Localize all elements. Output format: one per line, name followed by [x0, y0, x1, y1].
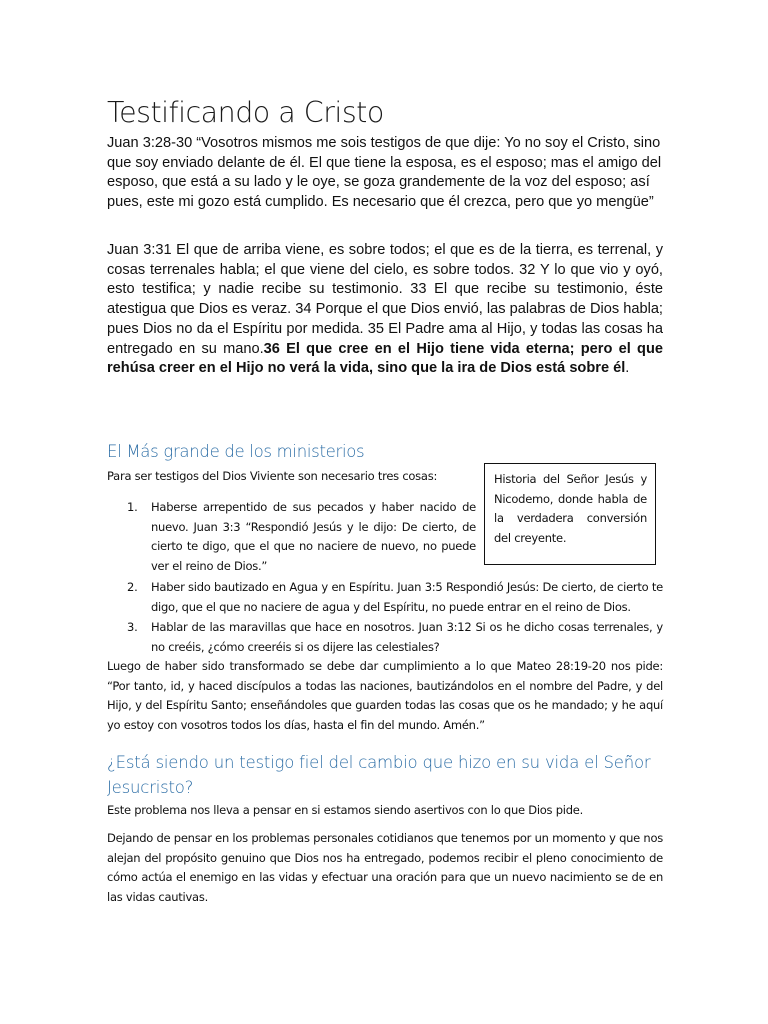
- paragraph-juan-3-31: [107, 241, 663, 379]
- paragraph-juan-3-28: Juan 3:28-30 “Vosotros mismos me sois testigos de que dije: Yo no soy el Cristo, sino que soy enviado delante de él. El que tiene la esposa, es el esposo; mas el amigo del esposo, que está a su lado y le oye, se goza grandemente de la voz del esposo; así pues, este mi gozo está cumplido. Es necesario que él crezca, pero que yo mengüe”: [107, 135, 662, 211]
- list-number: 1.: [127, 500, 138, 514]
- intro-text: Para ser testigos del Dios Viviente son necesario tres cosas:: [107, 469, 438, 483]
- list-item-text: Haberse arrepentido de sus pecados y haber nacido de nuevo. Juan 3:3 “Respondió Jesús y le dijo: De cierto, de cierto te digo, que el que no naciere de nuevo, no puede ver el reino de Dios.”: [151, 500, 476, 574]
- paragraph-bold-text: 36 El que cree en el Hijo tiene vida eterna; pero el que rehúsa creer en el Hijo no verá la vida, sino que la ira de Dios está sobre él: [107, 340, 663, 377]
- section-heading-testigo-fiel: ¿Está siendo un testigo fiel del cambio que hizo en su vida el Señor Jesucristo?: [107, 753, 651, 797]
- list-item: [107, 498, 476, 577]
- list-item: [107, 578, 663, 617]
- requirements-list: [107, 498, 663, 659]
- paragraph-normal-text: Juan 3:31 El que de arriba viene, es sobre todos; el que es de la tierra, es terrenal, y cosas terrenales habla; el que viene del cielo, es sobre todos. 32 Y lo que vio y oyó, esto testifica; y nadie recibe su testimonio. 33 El que recibe su testimonio, éste atestigua que Dios es veraz. 34 Porque el que Dios envió, las palabras de Dios habla; pues Dios no da el Espíritu por medida. 35 El Padre ama al Hijo, y todas las cosas ha entregado en su mano.: [107, 242, 663, 357]
- page-title: Testificando a Cristo: [107, 96, 384, 129]
- paragraph-dejando: Dejando de pensar en los problemas personales cotidianos que tenemos por un momento y que nos alejan del propósito genuino que Dios nos ha entregado, podemos recibir el pleno conocimiento de cómo actúa el enemigo en las vidas y efectuar una oración para que un nuevo nacimiento se de en las vidas cautivas.: [107, 831, 663, 905]
- paragraph-mateo: Luego de haber sido transformado se debe dar cumplimiento a lo que Mateo 28:19-20 nos pide: “Por tanto, id, y haced discípulos a todas las naciones, bautizándolos en el nombre del Padre, y del Hijo, y del Espíritu Santo; enseñándoles que guarden todas las cosas que os he mandado; y he aquí yo estoy con vosotros todos los días, hasta el fin del mundo. Amén.”: [107, 659, 663, 733]
- side-note-box: Historia del Señor Jesús y Nicodemo, donde habla de la verdadera conversión del creyente.: [484, 463, 656, 565]
- list-number: 2.: [127, 579, 138, 594]
- list-item-text: Haber sido bautizado en Agua y en Espíritu. Juan 3:5 Respondió Jesús: De cierto, de cierto te digo, que el que no naciere de agua y del Espíritu, no puede entrar en el reino de Dios.: [151, 579, 663, 614]
- list-item: [107, 618, 663, 657]
- list-item-text: Hablar de las maravillas que hace en nosotros. Juan 3:12 Si os he dicho cosas terrenales, y no creéis, ¿cómo creeréis si os dijere las celestiales?: [151, 620, 663, 654]
- list-number: 3.: [127, 620, 138, 635]
- paragraph-end-text: .: [625, 360, 630, 377]
- paragraph-problema: Este problema nos lleva a pensar en si estamos siendo asertivos con lo que Dios pide.: [107, 803, 583, 817]
- section-heading-ministerios: El Más grande de los ministerios: [107, 442, 365, 461]
